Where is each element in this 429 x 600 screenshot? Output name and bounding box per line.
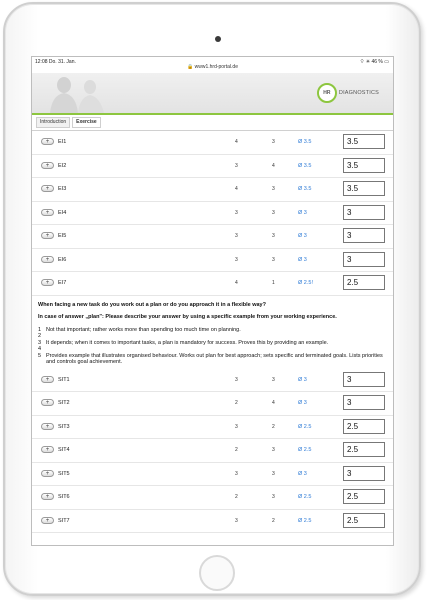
average-score: Ø 3 [298, 376, 307, 383]
tab-exercise[interactable]: Exercise [72, 117, 101, 128]
score-input[interactable]: 3 [343, 372, 385, 387]
scale-item: 3 It depends; when it comes to important tasks, a plan is mandatory for success. Proves this by providing an example. [38, 339, 329, 346]
item-code: SIT1 [58, 376, 70, 383]
expand-button[interactable]: + [41, 470, 54, 477]
table-row [32, 272, 393, 296]
item-code: SIT7 [58, 517, 70, 524]
rater-2-score: 3 [272, 470, 275, 477]
average-score: Ø 3 [298, 470, 307, 477]
rater-1-score: 2 [235, 400, 238, 406]
table-row [32, 225, 393, 249]
average-score: Ø 3 [298, 400, 307, 406]
expand-button[interactable]: + [41, 162, 54, 169]
camera-dot [215, 36, 221, 42]
rater-2-score: 4 [272, 162, 275, 169]
rater-2-score: 3 [272, 209, 275, 216]
score-input[interactable]: 2.5 [343, 489, 385, 504]
table-row [32, 249, 393, 273]
table-row [32, 463, 393, 487]
score-input[interactable]: 2.5 [343, 275, 385, 290]
average-score: Ø 3 [298, 233, 307, 239]
average-score: Ø 2.5 [298, 447, 312, 453]
average-score: Ø 2.5 [298, 517, 312, 524]
score-input[interactable]: 3.5 [343, 134, 385, 149]
item-code: SIT5 [58, 470, 70, 477]
people-silhouette-image [42, 75, 112, 113]
rater-1-score: 3 [235, 209, 238, 216]
expand-button[interactable]: + [41, 209, 54, 216]
rater-2-score: 1 [272, 280, 275, 286]
rater-1-score: 3 [235, 470, 238, 477]
average-score: Ø 3 [298, 209, 307, 216]
rater-1-score: 3 [235, 162, 238, 169]
question-instruction: In case of answer „plan": Please describe your answer by using a specific example from your working experience. [38, 313, 337, 320]
score-input[interactable]: 3.5 [343, 181, 385, 196]
table-row [32, 178, 393, 202]
home-button[interactable] [199, 555, 235, 591]
battery-text: 46 % [371, 59, 383, 65]
address-bar[interactable]: 🔒 www1.hrd-portal.de [187, 64, 238, 70]
expand-button[interactable]: + [41, 256, 54, 263]
screen [31, 56, 394, 546]
rater-1-score: 2 [235, 447, 238, 453]
rater-1-score: 3 [235, 376, 238, 383]
logo-ring: HR [317, 83, 337, 103]
scale-item: 1 Not that important; rather works more than spending too much time on planning. [38, 326, 241, 333]
item-code: SIT6 [58, 494, 70, 500]
table-row [32, 202, 393, 226]
expand-button[interactable]: + [41, 446, 54, 453]
rating-scale [38, 327, 387, 366]
score-input[interactable]: 2.5 [343, 419, 385, 434]
rater-1-score: 4 [235, 139, 238, 145]
rater-1-score: 4 [235, 280, 238, 286]
logo-word: DIAGNOSTICS [338, 90, 379, 96]
table-row [32, 439, 393, 463]
battery-indicator: ⌔ ✳ 46 % ▭ [359, 59, 389, 65]
item-code: EI6 [58, 256, 67, 263]
rater-2-score: 4 [272, 400, 275, 406]
average-score: Ø 3.5 [298, 139, 312, 145]
item-code: EI5 [58, 233, 67, 239]
expand-button[interactable]: + [41, 399, 54, 406]
score-input[interactable]: 2.5 [343, 513, 385, 528]
table-row [32, 486, 393, 510]
table-row [32, 510, 393, 534]
expand-button[interactable]: + [41, 138, 54, 145]
site-header [32, 73, 393, 115]
rater-2-score: 3 [272, 233, 275, 239]
scale-item: 5 Provides example that illustrates organised behaviour. Works out plan for best approach; sets specific and terminated goals. Lists priorities and controls goal achievement. [38, 352, 383, 365]
average-score: Ø 2.5 [298, 494, 312, 500]
item-code: EI1 [58, 139, 67, 145]
score-input[interactable]: 3 [343, 228, 385, 243]
table-row [32, 392, 393, 416]
question-title: When facing a new task do you work out a plan or do you approach it in a flexible way? [38, 301, 266, 308]
item-code: SIT4 [58, 447, 70, 453]
score-input[interactable]: 3 [343, 395, 385, 410]
expand-button[interactable]: + [41, 376, 54, 383]
rater-2-score: 3 [272, 139, 275, 145]
url-text: www1.hrd-portal.de [194, 64, 238, 70]
tab-bar [32, 115, 393, 131]
expand-button[interactable]: + [41, 279, 54, 286]
score-input[interactable]: 3.5 [343, 158, 385, 173]
rater-2-score: 3 [272, 186, 275, 192]
scale-item: 2 [38, 333, 42, 339]
rater-1-score: 3 [235, 233, 238, 239]
rater-2-score: 3 [272, 376, 275, 383]
rater-2-score: 3 [272, 494, 275, 500]
average-score: Ø 3 [298, 256, 307, 263]
average-score: Ø 3.5 [298, 162, 312, 169]
table-row [32, 131, 393, 155]
average-score: Ø 2.5 [298, 423, 312, 430]
expand-button[interactable]: + [41, 232, 54, 239]
rater-2-score: 2 [272, 517, 275, 524]
status-time: 12:08 Do. 31. Jan. [35, 59, 76, 65]
hr-diagnostics-logo [317, 83, 379, 103]
table-row [32, 369, 393, 393]
expand-button[interactable]: + [41, 493, 54, 500]
table-row [32, 416, 393, 440]
expand-button[interactable]: + [41, 185, 54, 192]
expand-button[interactable]: + [41, 423, 54, 430]
expand-button[interactable]: + [41, 517, 54, 524]
average-score: Ø 2.5! [298, 280, 313, 286]
rater-2-score: 3 [272, 256, 275, 263]
status-bar [32, 57, 393, 70]
tab-introduction[interactable]: Introduction [36, 117, 70, 128]
item-code: EI3 [58, 186, 67, 192]
rater-2-score: 2 [272, 423, 275, 430]
table-row [32, 155, 393, 179]
item-code: SIT3 [58, 423, 70, 430]
rater-2-score: 3 [272, 447, 275, 453]
score-input[interactable]: 3 [343, 252, 385, 267]
score-input[interactable]: 2.5 [343, 442, 385, 457]
rater-1-score: 4 [235, 186, 238, 192]
rater-1-score: 2 [235, 494, 238, 500]
item-code: EI7 [58, 280, 67, 286]
rater-1-score: 3 [235, 256, 238, 263]
rating-list [32, 131, 393, 533]
score-input[interactable]: 3 [343, 205, 385, 220]
rater-1-score: 3 [235, 423, 238, 430]
scale-item: 4 [38, 346, 42, 352]
item-code: EI4 [58, 209, 67, 216]
question-block [32, 296, 393, 369]
average-score: Ø 3.5 [298, 186, 312, 192]
rater-1-score: 3 [235, 517, 238, 524]
item-code: EI2 [58, 162, 67, 169]
score-input[interactable]: 3 [343, 466, 385, 481]
item-code: SIT2 [58, 400, 70, 406]
